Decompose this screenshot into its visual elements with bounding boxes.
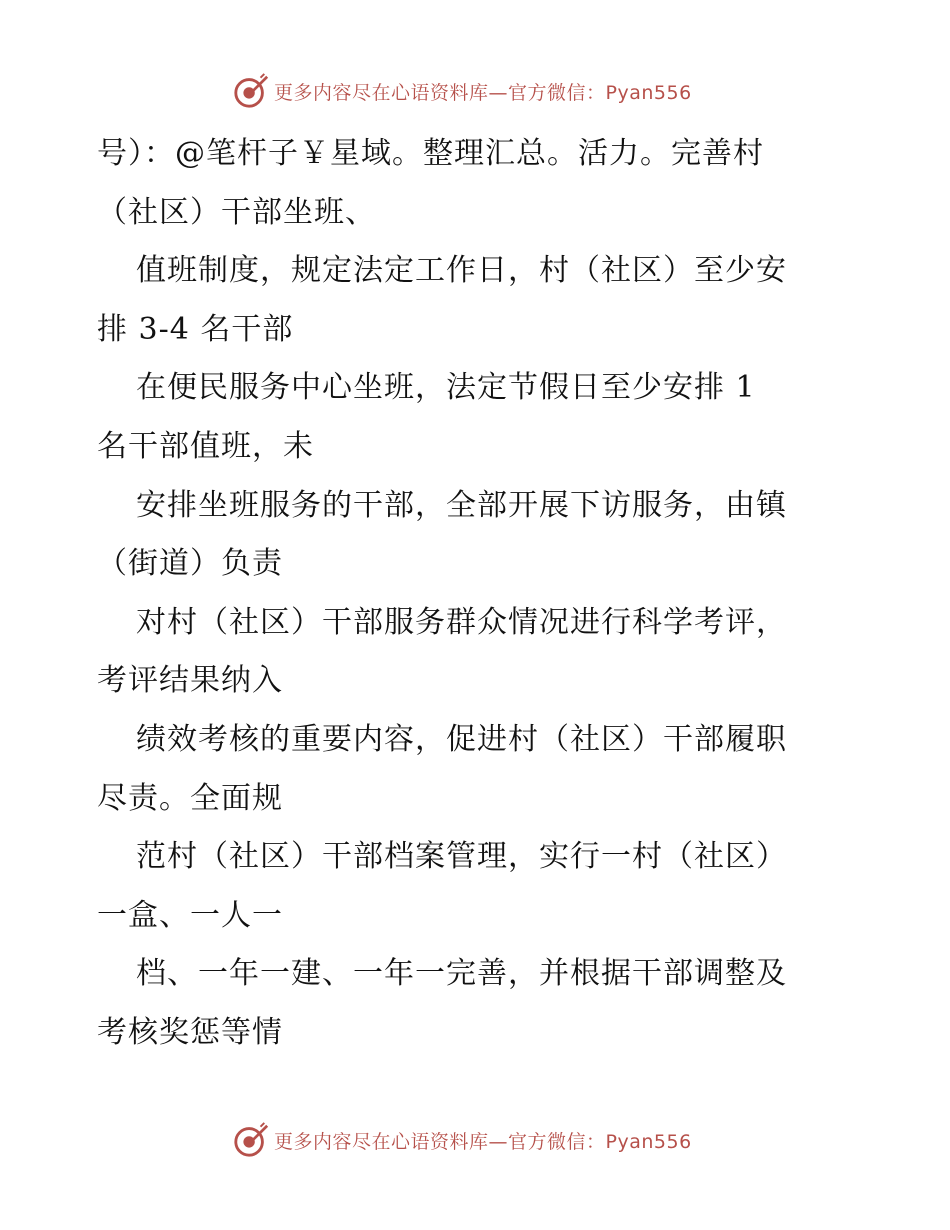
text-line: 号）：@笔杆子￥星域。整理汇总。活力。完善村 <box>97 136 764 171</box>
text-line: 绩效考核的重要内容，促进村（社区）干部履职 <box>136 721 787 757</box>
text-line: 范村（社区）干部档案管理，实行一村（社区） <box>136 839 787 875</box>
footer-banner-text: 更多内容尽在心语资料库—官方微信：Pyan556 <box>274 1130 692 1153</box>
text-line: 安排坐班服务的干部，全部开展下访服务，由镇 <box>136 487 787 523</box>
header-banner <box>232 71 712 111</box>
text-line: 排 3-4 名干部 <box>97 311 294 347</box>
text-line: 对村（社区）干部服务群众情况进行科学考评， <box>136 604 787 640</box>
footer-banner <box>232 1120 712 1160</box>
text-line: 考核奖惩等情 <box>97 1014 283 1050</box>
text-line: 档、一年一建、一年一完善，并根据干部调整及 <box>136 956 787 992</box>
text-line: 考评结果纳入 <box>97 663 283 699</box>
text-line: （社区）干部坐班、 <box>97 194 376 230</box>
text-line: 一盒、一人一 <box>97 897 283 933</box>
pen-logo-icon <box>232 1121 270 1159</box>
header-banner-text: 更多内容尽在心语资料库—官方微信：Pyan556 <box>274 81 692 104</box>
text-line: 值班制度，规定法定工作日，村（社区）至少安 <box>136 253 787 289</box>
text-line: 在便民服务中心坐班，法定节假日至少安排 1 <box>136 370 756 406</box>
text-line: 尽责。全面规 <box>97 780 283 816</box>
text-line: （街道）负责 <box>97 546 283 582</box>
document-body <box>97 125 857 1063</box>
text-line: 名干部值班，未 <box>97 428 314 464</box>
pen-logo-icon <box>232 72 270 110</box>
